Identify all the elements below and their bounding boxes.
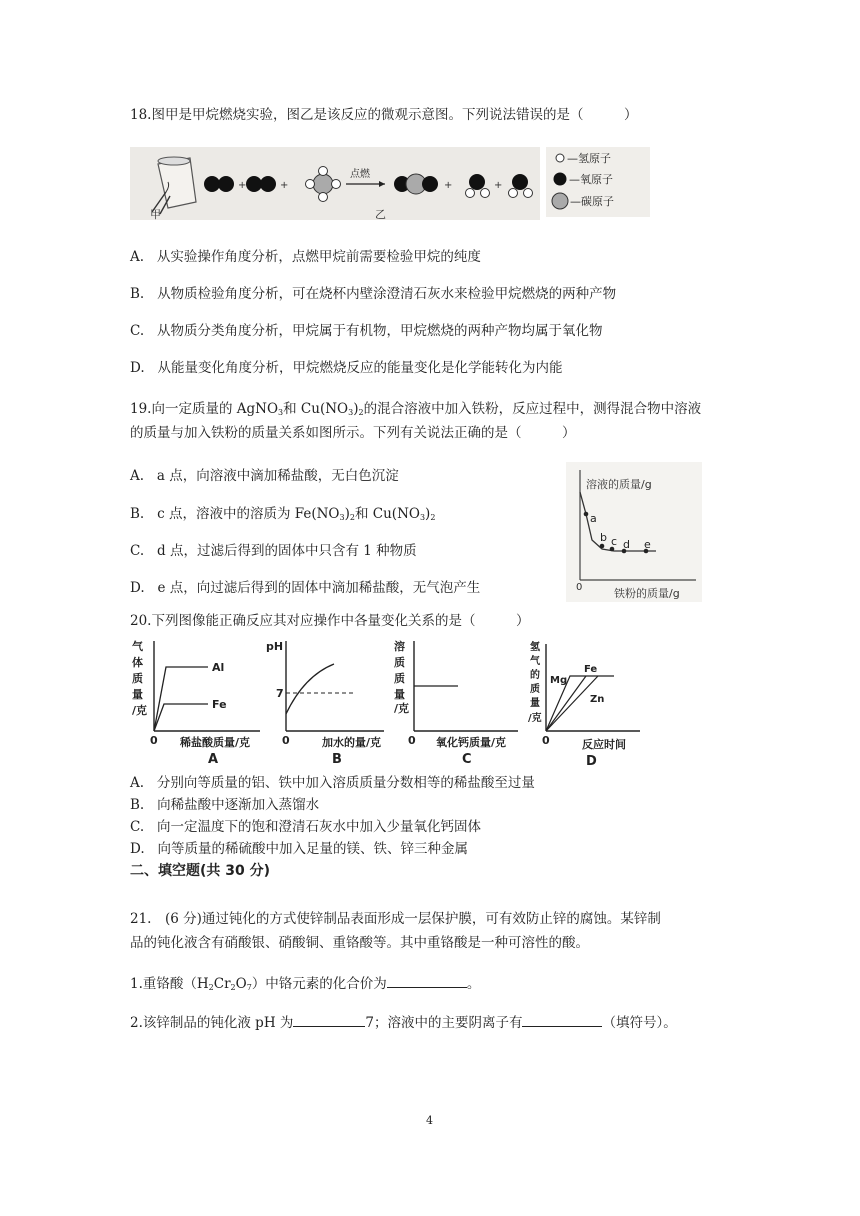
- svg-text:7: 7: [276, 687, 284, 700]
- q18-option-d: D. 从能量变化角度分析，甲烷燃烧反应的能量变化是化学能转化为内能: [130, 360, 563, 376]
- svg-text:+: +: [494, 180, 503, 191]
- q19-chart: [566, 462, 702, 602]
- svg-text:气: 气: [132, 640, 143, 653]
- svg-text:+: +: [238, 180, 247, 191]
- svg-text:0: 0: [408, 734, 416, 747]
- svg-text:0: 0: [150, 734, 158, 747]
- q18-reaction-label: 点燃: [350, 169, 370, 180]
- q21-intro-line1: 21. (6 分)通过钝化的方式使锌制品表面形成一层保护膜，可有效防止锌的腐蚀。某锌制: [130, 911, 661, 927]
- section-2-title: 二、填空题(共 30 分): [130, 863, 271, 879]
- q21-sub2-anion-blank[interactable]: [522, 1013, 602, 1027]
- q21-sub2: 2.该锌制品的钝化液 pH 为 7；溶液中的主要阴离子有 （填符号）。: [130, 1015, 677, 1031]
- q20-graph-d: [526, 636, 646, 768]
- legend-carbon: —碳原子: [570, 195, 614, 208]
- q19-xlabel: 铁粉的质量/g: [614, 587, 680, 600]
- svg-text:稀盐酸质量/克: 稀盐酸质量/克: [180, 736, 251, 749]
- svg-text:量: 量: [394, 688, 405, 701]
- svg-text:量: 量: [132, 688, 143, 701]
- svg-text:0: 0: [542, 734, 550, 747]
- svg-text:Mg: Mg: [550, 675, 568, 686]
- svg-text:Fe: Fe: [584, 664, 598, 675]
- q19-point-e: e: [644, 538, 651, 551]
- q19-stem-line1: 19.向一定质量的 AgNO$_3$和 $Cu(NO_3)_2$的混合溶液中加入铁粉，反应过程中，测得混合物中溶液: [130, 401, 702, 417]
- q19-stem-line2: 的质量与加入铁粉的质量关系如图所示。下列有关说法正确的是（ ）: [130, 425, 576, 441]
- q19-point-d: d: [623, 538, 630, 551]
- q19-origin: 0: [576, 582, 583, 593]
- svg-text:D: D: [586, 754, 597, 768]
- svg-text:加水的量/克: 加水的量/克: [322, 736, 382, 749]
- svg-text:溶: 溶: [394, 640, 405, 653]
- svg-text:氧化钙质量/克: 氧化钙质量/克: [436, 736, 507, 749]
- q19-option-d: D. e 点，向过滤后得到的固体中滴加稀盐酸，无气泡产生: [130, 580, 481, 596]
- q20-option-c: C. 向一定温度下的饱和澄清石灰水中加入少量氧化钙固体: [130, 819, 482, 835]
- svg-text:质: 质: [394, 656, 405, 669]
- svg-text:/克: /克: [132, 704, 148, 717]
- q18-option-a: A. 从实验操作角度分析，点燃甲烷前需要检验甲烷的纯度: [130, 249, 481, 265]
- svg-text:的: 的: [530, 670, 540, 681]
- q19-point-b: b: [600, 531, 607, 544]
- q21-sub1-answer-blank[interactable]: [387, 974, 467, 988]
- svg-text:+: +: [280, 180, 289, 191]
- q20-option-b: B. 向稀盐酸中逐渐加入蒸馏水: [130, 797, 320, 813]
- q21-sub2-ph-blank[interactable]: [293, 1013, 365, 1027]
- svg-text:反应时间: 反应时间: [582, 738, 626, 751]
- legend-hydrogen: —氢原子: [567, 152, 611, 165]
- q18-label-yi: 乙: [375, 208, 386, 221]
- q19-option-b: B. c 点，溶液中的溶质为 $Fe(NO_3)_2$和 $Cu(NO_3)_2$: [130, 506, 436, 522]
- svg-text:气: 气: [530, 656, 540, 667]
- svg-text:pH: pH: [266, 640, 284, 653]
- q20-option-d: D. 向等质量的稀硫酸中加入足量的镁、铁、锌三种金属: [130, 841, 469, 857]
- q19-point-c: c: [611, 535, 618, 548]
- svg-text:/克: /克: [394, 702, 410, 715]
- q19-point-a: a: [590, 512, 597, 525]
- svg-text:0: 0: [282, 734, 290, 747]
- q18-option-b: B. 从物质检验角度分析，可在烧杯内壁涂澄清石灰水来检验甲烷燃烧的两种产物: [130, 286, 617, 302]
- q18-option-c: C. 从物质分类角度分析，甲烷属于有机物，甲烷燃烧的两种产物均属于氧化物: [130, 323, 603, 339]
- svg-text:Fe: Fe: [212, 698, 227, 711]
- svg-text:+: +: [444, 180, 453, 191]
- q20-graph-c: [392, 636, 524, 766]
- svg-text:质: 质: [394, 672, 405, 685]
- svg-text:Al: Al: [212, 661, 225, 674]
- q18-figure: [130, 142, 650, 222]
- q21-sub1: 1.重铬酸$(H_2Cr_2O_7)$中铬元素的化合价为 。: [130, 976, 481, 992]
- q20-option-a: A. 分别向等质量的铝、铁中加入溶质质量分数相等的稀盐酸至过量: [130, 775, 535, 791]
- svg-text:质: 质: [530, 684, 540, 695]
- q19-ylabel: 溶液的质量/g: [586, 478, 652, 491]
- svg-text:B: B: [332, 752, 342, 766]
- svg-text:Zn: Zn: [590, 694, 605, 705]
- svg-text:C: C: [462, 752, 472, 766]
- svg-text:氢: 氢: [530, 642, 540, 653]
- q20-graph-a: [130, 636, 268, 766]
- q20-stem: 20.下列图像能正确反应其对应操作中各量变化关系的是（ ）: [130, 613, 530, 629]
- q19-option-c: C. d 点，过滤后得到的固体中只含有 1 种物质: [130, 543, 417, 559]
- svg-text:质: 质: [132, 672, 143, 685]
- q18-stem: 18.图甲是甲烷燃烧实验，图乙是该反应的微观示意图。下列说法错误的是（ ）: [130, 107, 638, 123]
- svg-text:/克: /克: [528, 713, 542, 724]
- page-number: 4: [426, 1114, 433, 1127]
- q20-graph-b: [264, 636, 392, 766]
- legend-oxygen: —氧原子: [569, 173, 613, 186]
- q18-label-jia: 甲: [150, 208, 161, 221]
- svg-text:量: 量: [530, 698, 540, 709]
- svg-text:A: A: [208, 752, 219, 766]
- q19-option-a: A. a 点，向溶液中滴加稀盐酸，无白色沉淀: [130, 468, 399, 484]
- q21-intro-line2: 品的钝化液含有硝酸银、硝酸铜、重铬酸等。其中重铬酸是一种可溶性的酸。: [130, 935, 589, 951]
- svg-text:体: 体: [132, 656, 143, 669]
